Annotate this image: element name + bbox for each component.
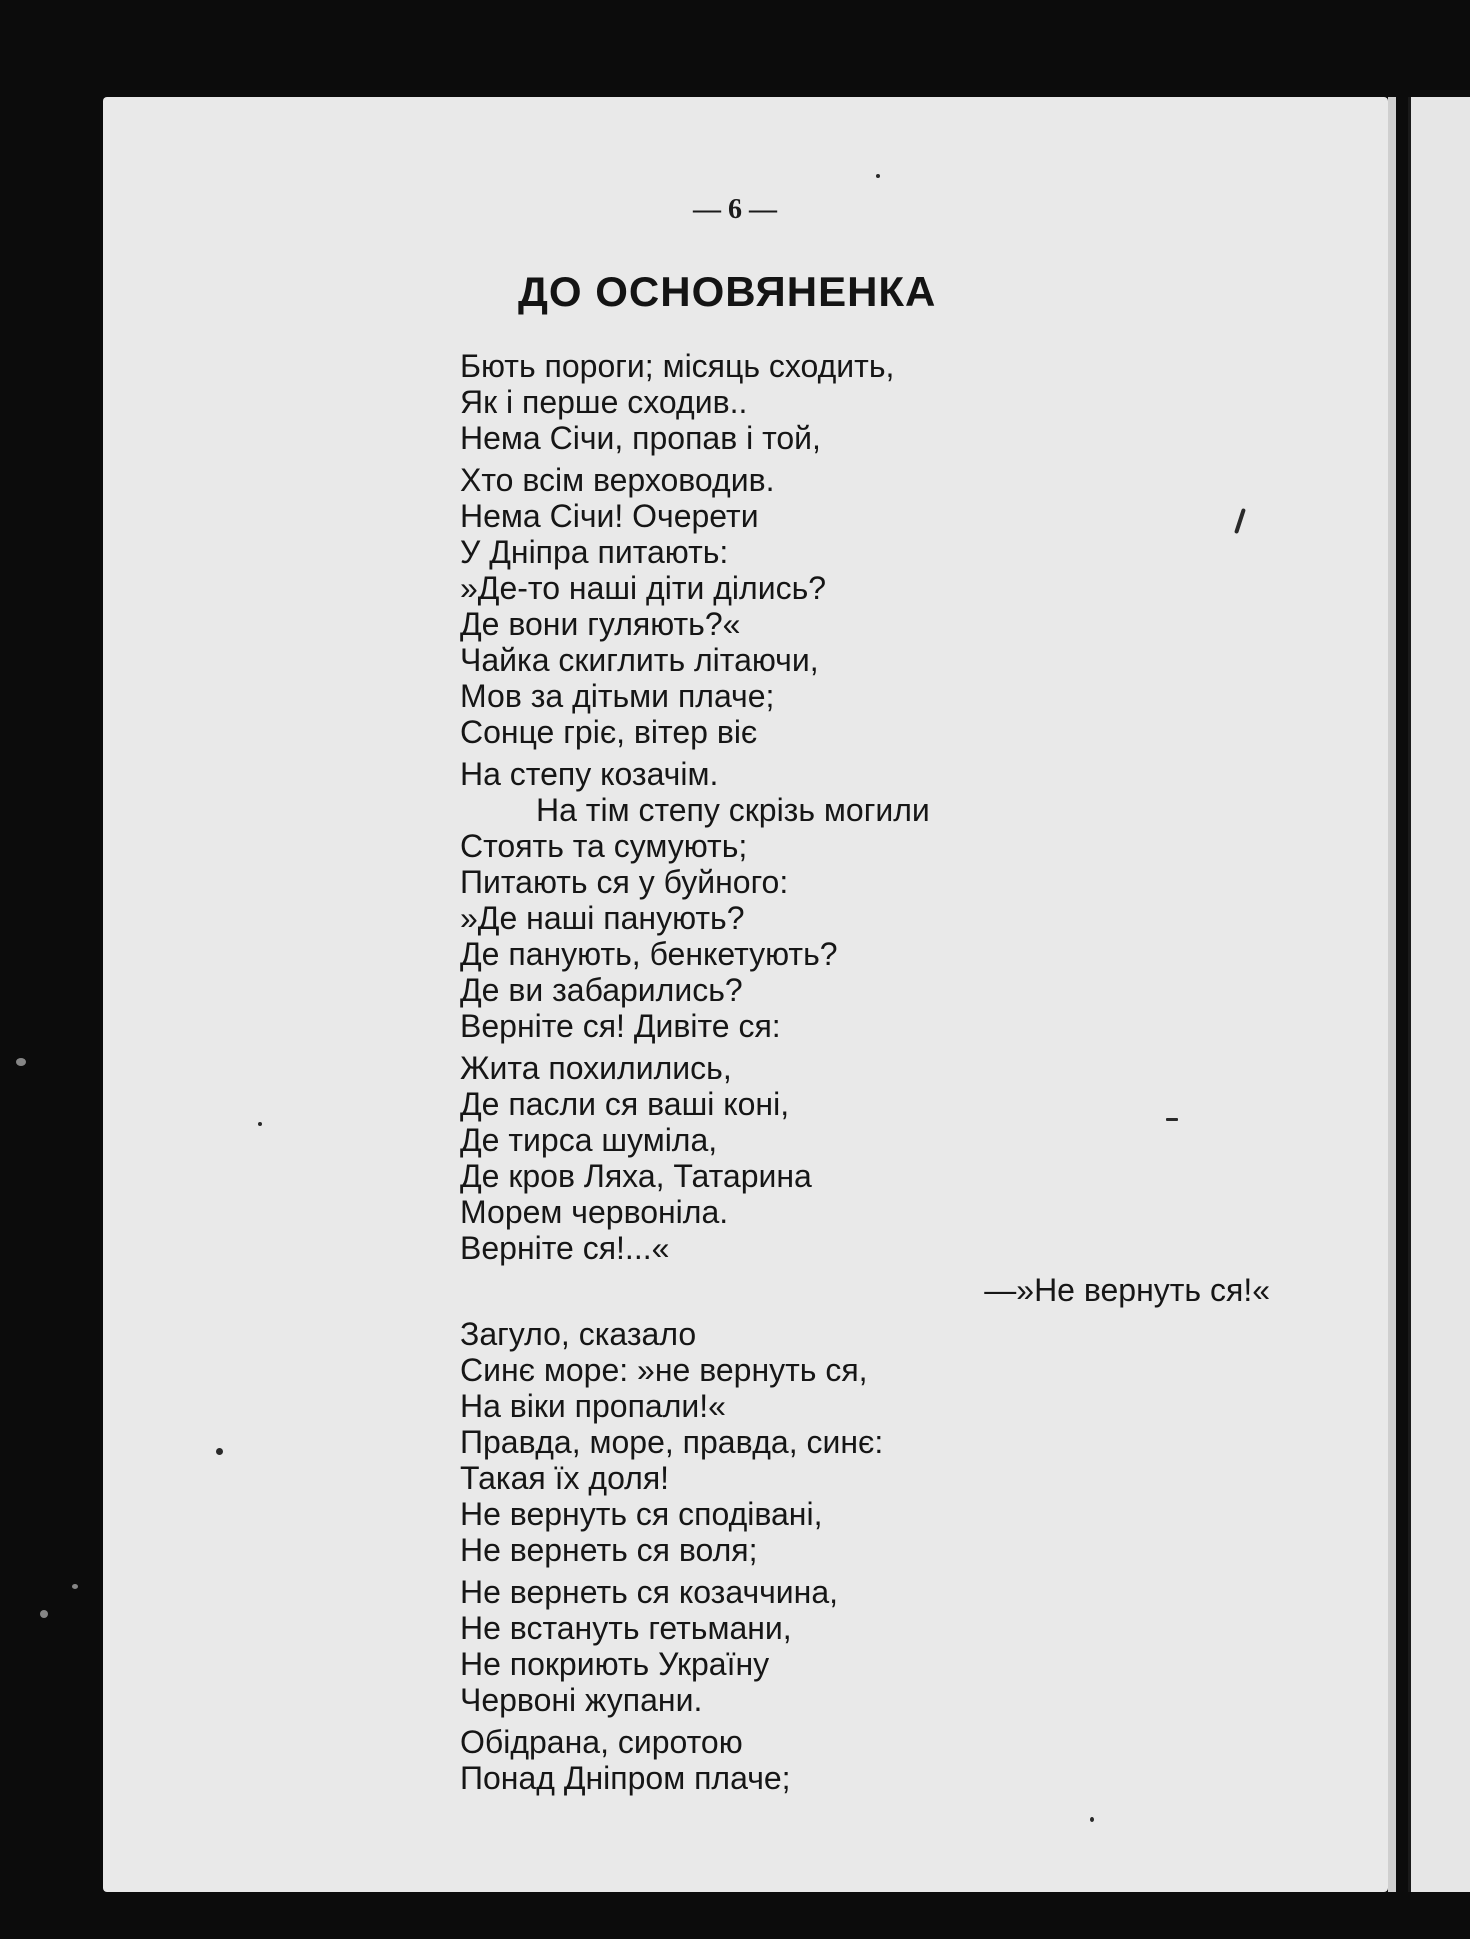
scan-speck bbox=[1090, 1817, 1094, 1822]
poem-line: На степу козачім. bbox=[460, 756, 719, 792]
poem-line: Де панують, бенкетують? bbox=[460, 936, 838, 972]
poem-line: Нема Січи, пропав і той, bbox=[460, 420, 821, 456]
scan-speck bbox=[16, 1058, 26, 1066]
poem-line: Мов за дітьми плаче; bbox=[460, 678, 775, 714]
poem-line: Жита похилились, bbox=[460, 1050, 732, 1086]
poem-line: Не вернуть ся сподівані, bbox=[460, 1496, 823, 1532]
poem-line: Верніте ся!...« bbox=[460, 1230, 670, 1266]
poem-line: Де тирса шуміла, bbox=[460, 1122, 718, 1158]
poem-line: Хто всім верховодив. bbox=[460, 462, 775, 498]
adjacent-page-edge bbox=[1408, 97, 1470, 1892]
poem-line: Верніте ся! Дивіте ся: bbox=[460, 1008, 781, 1044]
poem-line: Синє море: »не вернуть ся, bbox=[460, 1352, 868, 1388]
poem-line: Червоні жупани. bbox=[460, 1682, 703, 1718]
poem-line: Бють пороги; місяць сходить, bbox=[460, 348, 895, 384]
poem-text bbox=[460, 348, 1280, 1796]
poem-line: Як і перше сходив.. bbox=[460, 384, 748, 420]
poem-line: Не вернеть ся воля; bbox=[460, 1532, 758, 1568]
poem-line: Не вернеть ся козаччина, bbox=[460, 1574, 839, 1610]
scan-speck bbox=[72, 1584, 78, 1589]
scan-speck bbox=[1166, 1118, 1178, 1121]
poem-line: Такая їх доля! bbox=[460, 1460, 670, 1496]
poem-line: Де ви забарились? bbox=[460, 972, 743, 1008]
poem-line: Питають ся у буйного: bbox=[460, 864, 789, 900]
poem-line: Морем червоніла. bbox=[460, 1194, 729, 1230]
poem-line: Де кров Ляха, Татарина bbox=[460, 1158, 812, 1194]
poem-line: Правда, море, правда, синє: bbox=[460, 1424, 884, 1460]
poem-line: Нема Січи! Очерети bbox=[460, 498, 759, 534]
poem-line: Не встануть гетьмани, bbox=[460, 1610, 792, 1646]
poem-line: У Дніпра питають: bbox=[460, 534, 729, 570]
poem-line: Обідрана, сиротою bbox=[460, 1724, 743, 1760]
poem-line: Де вони гуляють?« bbox=[460, 606, 741, 642]
poem-line: Чайка скиглить літаючи, bbox=[460, 642, 819, 678]
scan-speck bbox=[40, 1610, 48, 1618]
scan-speck bbox=[258, 1122, 262, 1126]
poem-line-right-aligned: —»Не вернуть ся!« bbox=[984, 1272, 1270, 1308]
poem-line: »Де-то наші діти ділись? bbox=[460, 570, 827, 606]
poem-line: »Де наші панують? bbox=[460, 900, 745, 936]
poem-line: Не покриють Україну bbox=[460, 1646, 770, 1682]
poem-line: Стоять та сумують; bbox=[460, 828, 748, 864]
poem-line: Понад Дніпром плаче; bbox=[460, 1760, 791, 1796]
poem-line: Загуло, сказало bbox=[460, 1316, 697, 1352]
poem-line: Сонце гріє, вітер віє bbox=[460, 714, 758, 750]
poem-title: ДО ОСНОВЯНЕНКА bbox=[518, 268, 937, 315]
page-number: — 6 — bbox=[693, 194, 777, 225]
poem-line: На віки пропали!« bbox=[460, 1388, 726, 1424]
poem-line: На тім степу скрізь могили bbox=[536, 792, 930, 828]
scan-speck bbox=[876, 174, 880, 178]
page-edge-shadow bbox=[1388, 97, 1396, 1892]
scan-speck bbox=[216, 1448, 223, 1455]
poem-line: Де пасли ся ваші коні, bbox=[460, 1086, 790, 1122]
